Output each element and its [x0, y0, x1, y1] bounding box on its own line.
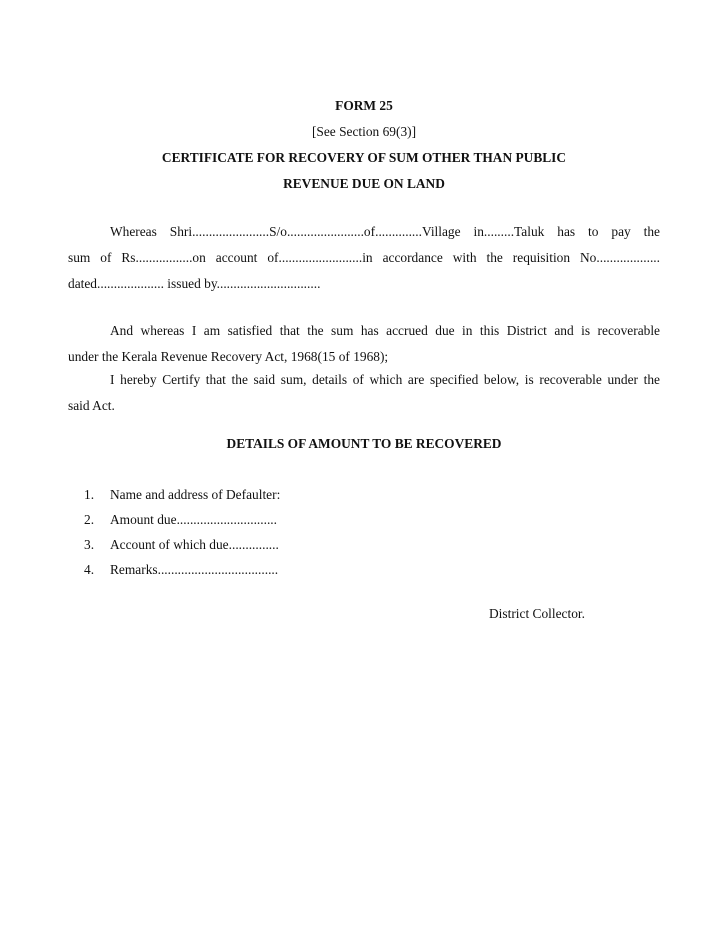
- form-number: FORM 25: [335, 98, 393, 113]
- paragraph-whereas-line-2: sum of Rs.................on account of.........................in accordance with the requisition No...................: [68, 250, 660, 265]
- details-heading: DETAILS OF AMOUNT TO BE RECOVERED: [226, 436, 502, 451]
- list-item: 1. Name and address of Defaulter:: [84, 487, 281, 502]
- details-list: [84, 482, 280, 582]
- paragraph-whereas-line-1: Whereas Shri.......................S/o.......................of..............Village in.........Taluk has to pay the: [110, 224, 660, 239]
- paragraph-and-whereas-line-2: under the Kerala Revenue Recovery Act, 1968(15 of 1968);: [68, 349, 389, 364]
- paragraph-whereas-line-3: dated.................... issued by...............................: [68, 276, 321, 291]
- paragraph-whereas: [68, 219, 660, 297]
- paragraph-certify-line-1: I hereby Certify that the said sum, details of which are specified below, is recoverable under the: [110, 372, 660, 387]
- list-item: 4. Remarks....................................: [84, 562, 279, 577]
- paragraph-and-whereas-line-1: And whereas I am satisfied that the sum has accrued due in this District and is recoverable: [110, 323, 660, 338]
- list-item: 3. Account of which due...............: [84, 537, 279, 552]
- paragraph-certify: [68, 367, 660, 419]
- signature-district-collector: District Collector.: [489, 606, 585, 621]
- paragraph-and-whereas: [68, 318, 660, 370]
- section-reference: [See Section 69(3)]: [311, 124, 417, 139]
- list-item: 2. Amount due..............................: [84, 512, 278, 527]
- paragraph-certify-line-2: said Act.: [68, 398, 115, 413]
- title-line-2: REVENUE DUE ON LAND: [283, 176, 445, 191]
- title-line-1: CERTIFICATE FOR RECOVERY OF SUM OTHER THAN PUBLIC: [161, 150, 567, 165]
